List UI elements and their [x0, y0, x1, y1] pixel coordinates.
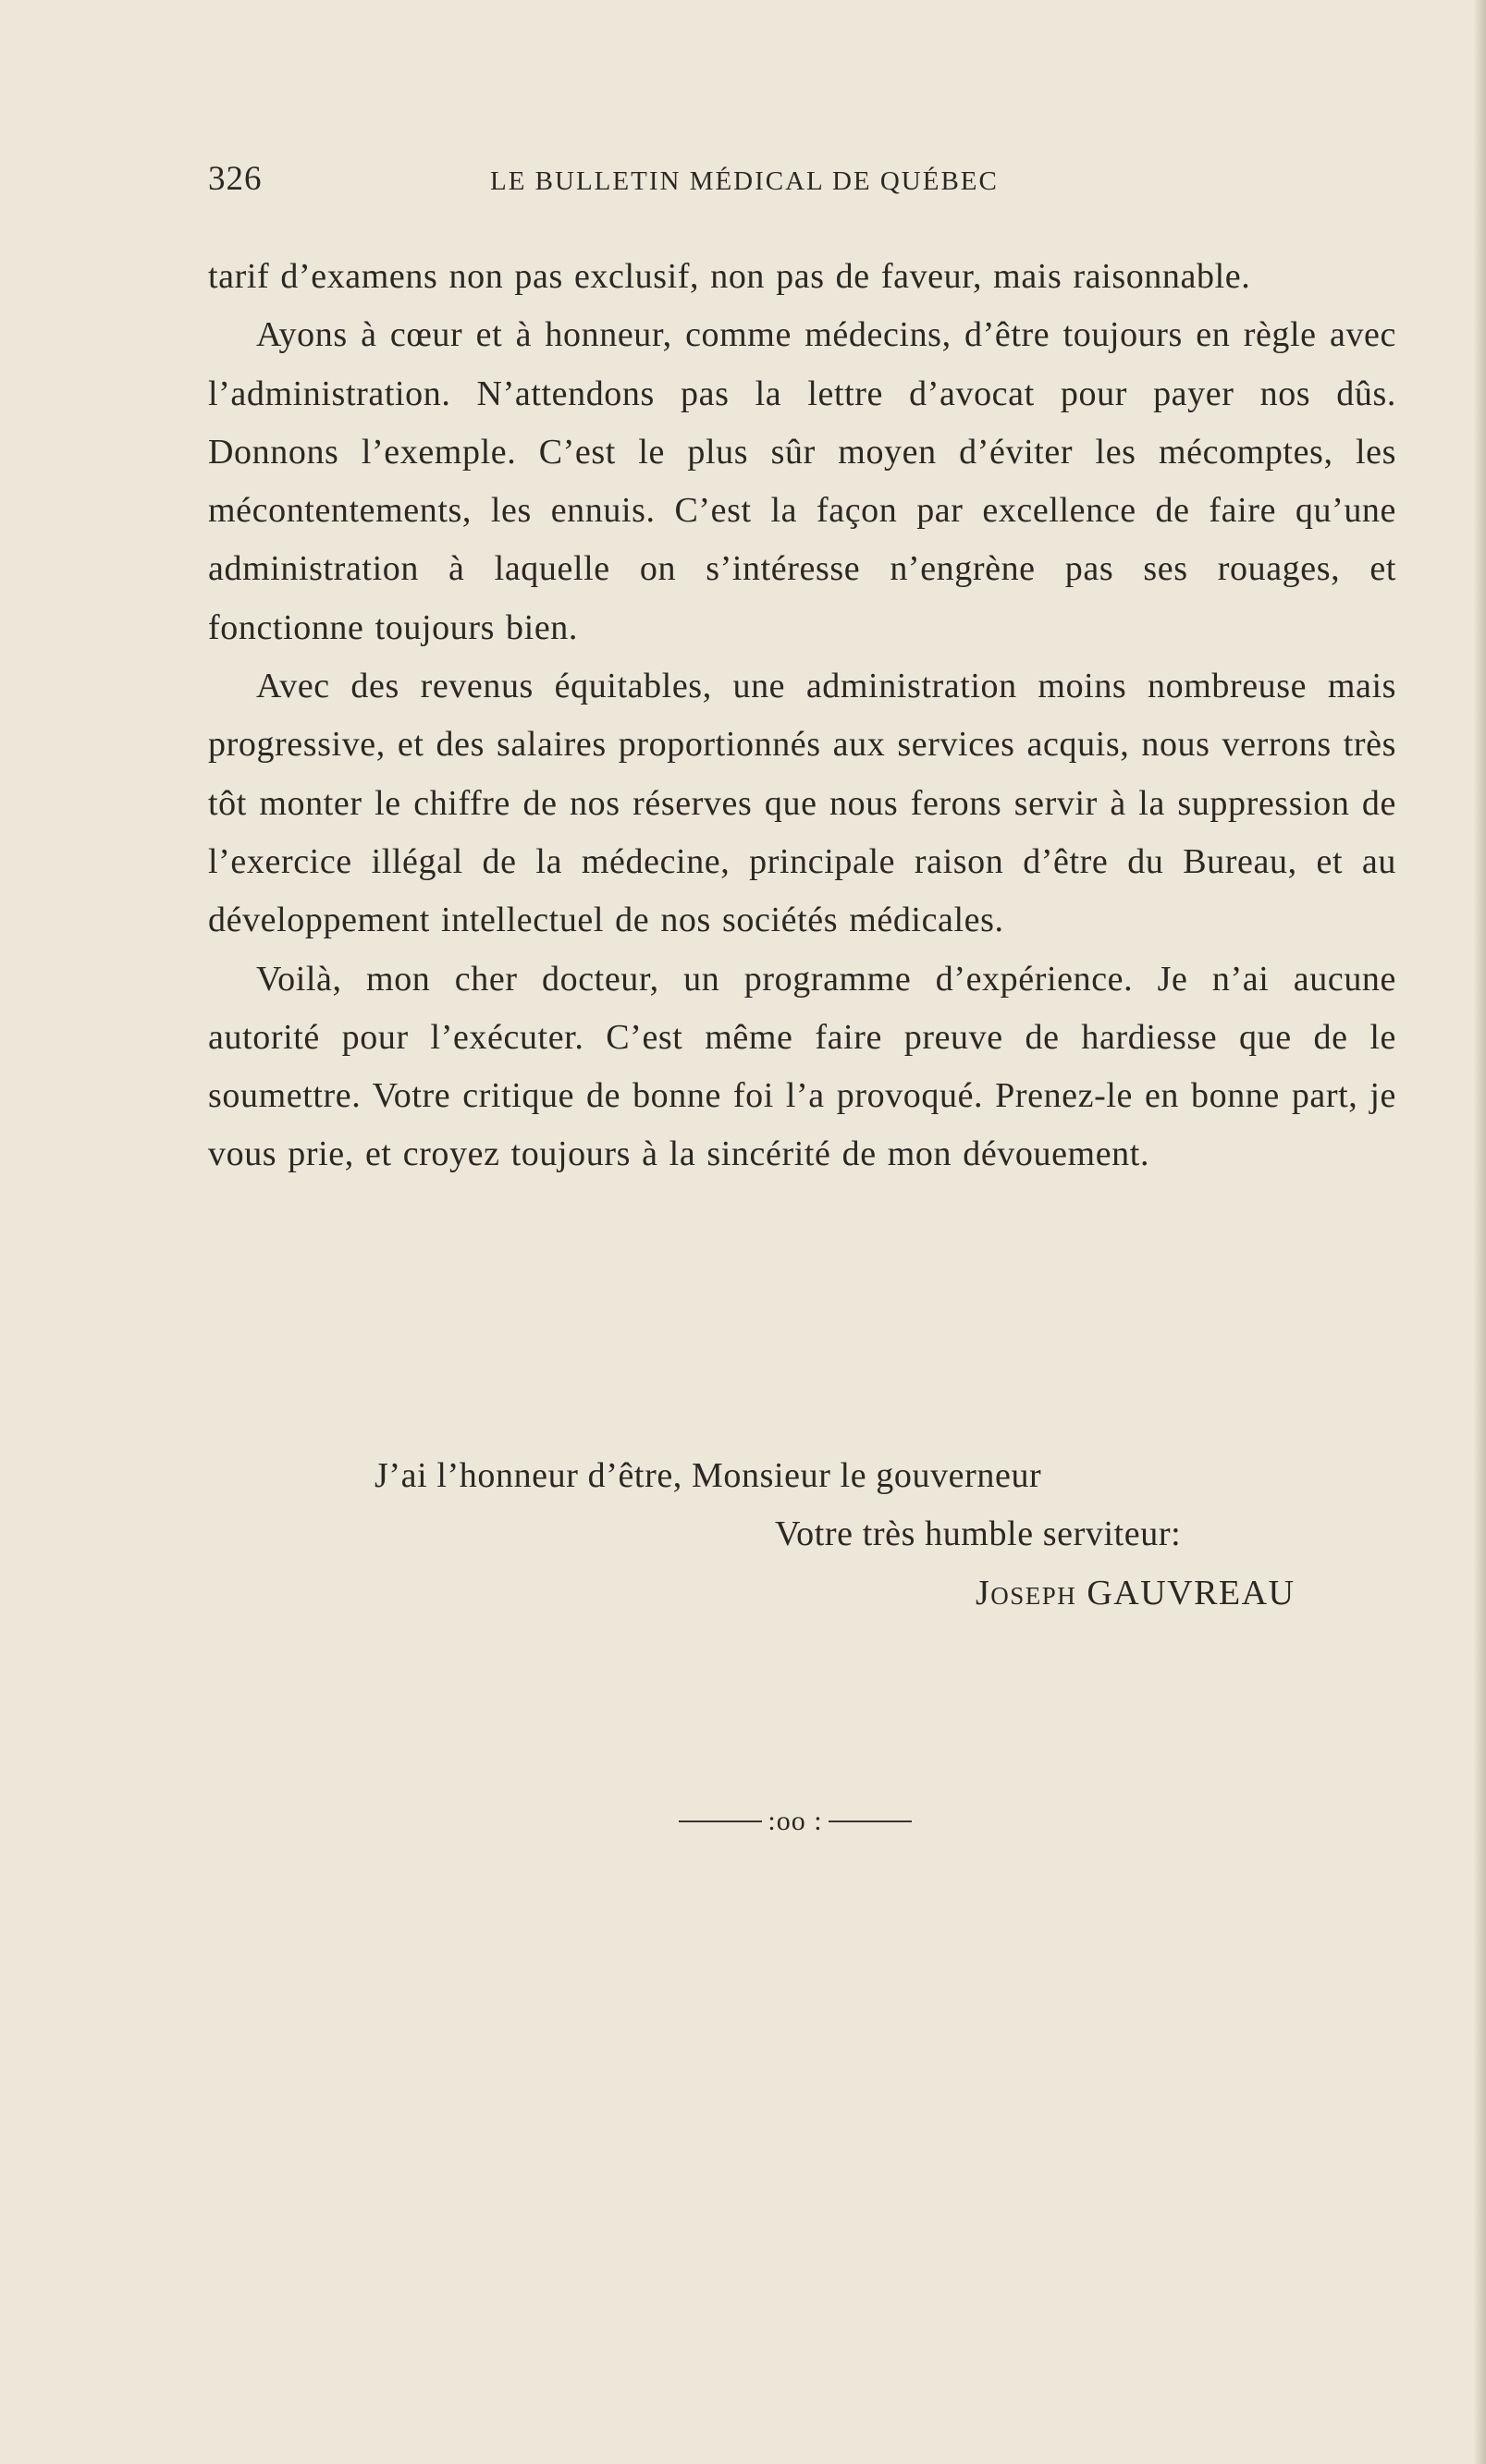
divider-mark: :oo : — [768, 1806, 823, 1836]
section-divider — [670, 1803, 920, 1840]
closing-salutation: J’ai l’honneur d’être, Monsieur le gouverneur — [375, 1456, 1042, 1495]
paragraph-2: Ayons à cœur et à honneur, comme médecins, d’être toujours en règle avec l’administration. N’attendons pas la lettre d’avocat pour payer nos dûs. Donnons l’exemple. C’est le plus sûr moyen d’éviter les mécomptes, les mécontentements, les ennuis. C’est la façon par excellence de faire qu’une administration à laquelle on s’intéresse n’engrène pas ses rouages, et fonctionne toujours bien. — [208, 315, 1396, 647]
signature-last-name: GAUVREAU — [1087, 1574, 1296, 1612]
divider-rule-right — [829, 1820, 912, 1822]
signature — [976, 1564, 1296, 1623]
running-title: LE BULLETIN MÉDICAL DE QUÉBEC — [490, 166, 999, 196]
paragraph-3: Avec des revenus équitables, une administration moins nombreuse mais progressive, et des salaires proportionnés aux services acquis, nous verrons très tôt monter le chiffre de nos réserves que nous ferons servir à la suppression de l’exercice illégal de la médecine, principale raison d’être du Bureau, et au développement intellectuel de nos sociétés médicales. — [208, 667, 1396, 940]
closing-servant: Votre très humble serviteur: — [775, 1514, 1182, 1553]
page-edge-shadow — [1473, 0, 1486, 2464]
page-number: 326 — [208, 160, 263, 198]
page-header — [208, 159, 1396, 203]
paragraph-4: Voilà, mon cher docteur, un programme d’expérience. Je n’ai aucune autorité pour l’exécuter. C’est même faire preuve de hardiesse que de le soumettre. Votre critique de bonne foi l’a provoqué. Prenez-le en bonne part, je vous prie, et croyez toujours à la sincérité de mon dévouement. — [208, 959, 1396, 1174]
paragraph-1: tarif d’examens non pas exclusif, non pas de faveur, mais raisonnable. — [208, 257, 1251, 296]
divider-rule-left — [679, 1820, 762, 1822]
signature-first-name: Joseph — [976, 1574, 1077, 1612]
letter-body — [208, 248, 1396, 1184]
